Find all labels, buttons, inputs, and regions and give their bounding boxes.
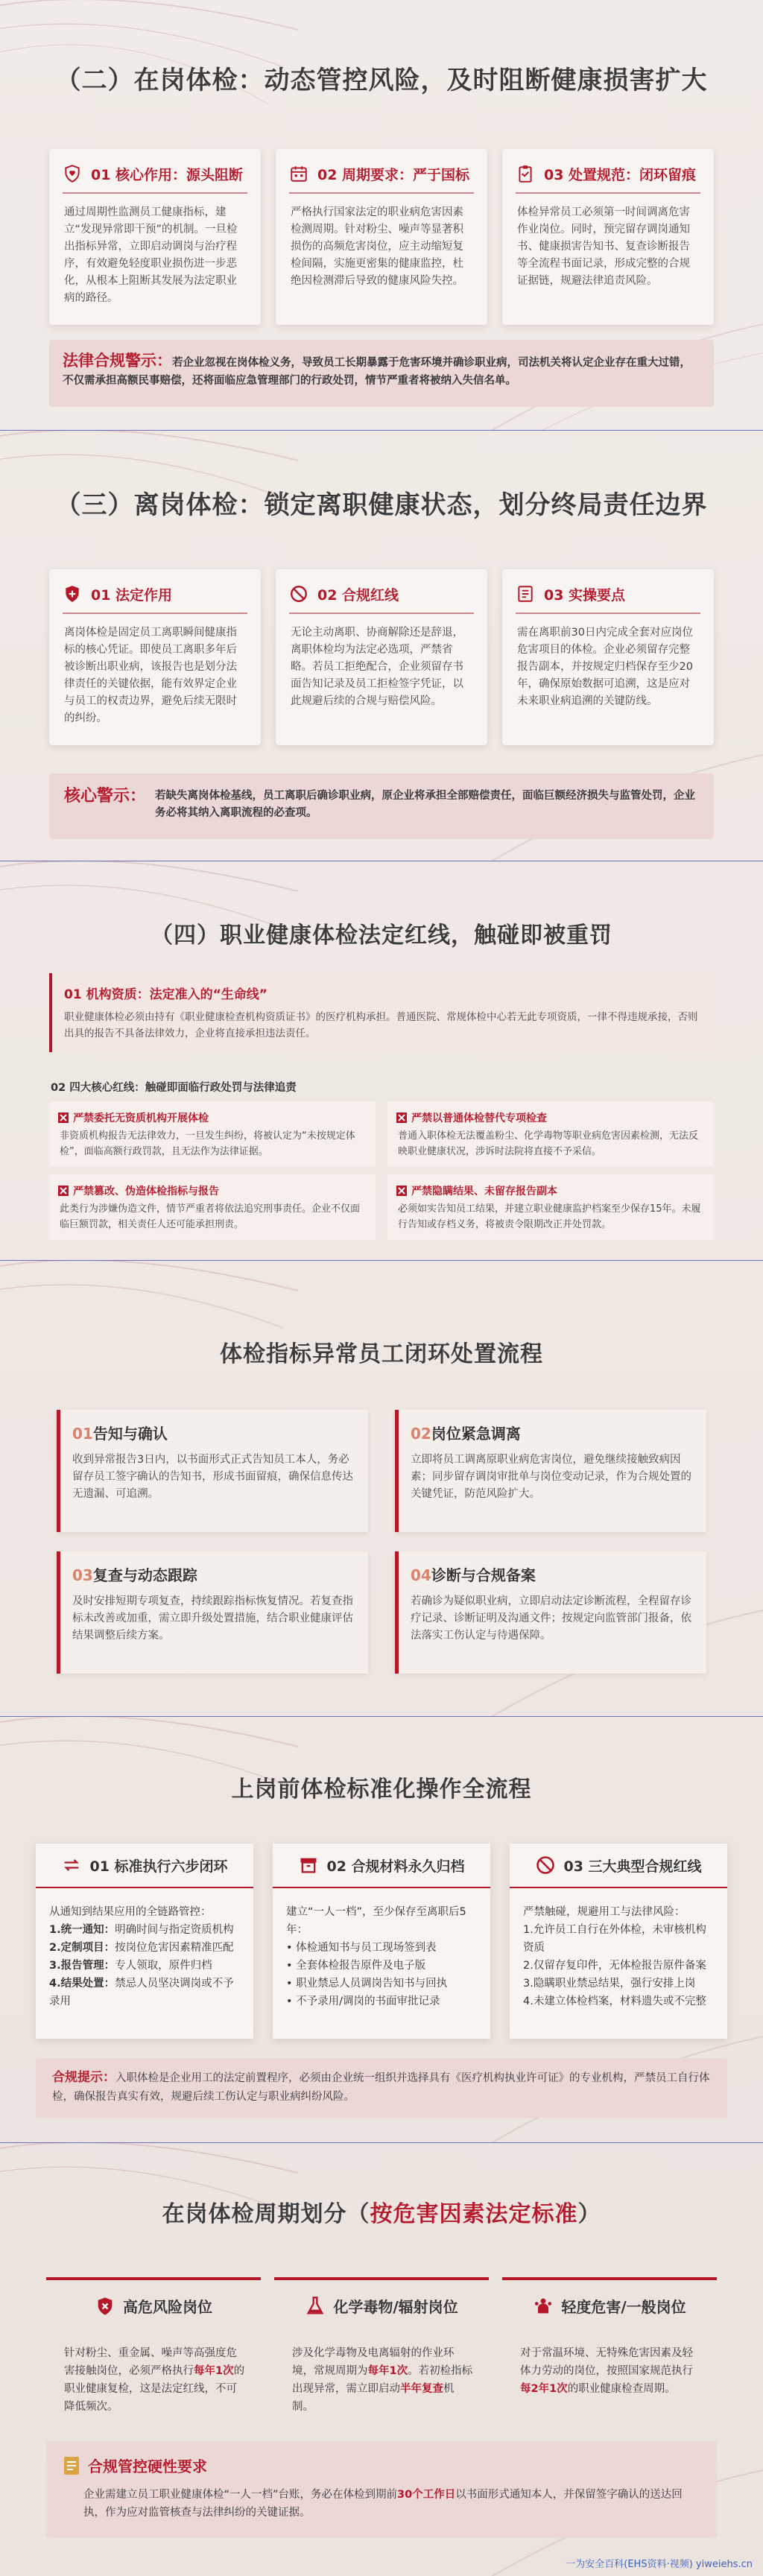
line-key: 4. — [523, 1996, 534, 2007]
forbidden-icon — [535, 1855, 556, 1876]
card-line — [49, 1975, 241, 2010]
item-title: 严禁隐瞒结果、未留存报告副本 — [411, 1186, 557, 1197]
item-body: 普通入职体检无法覆盖粉尘、化学毒物等职业病危害因素检测，无法反映职业健康状况，涉诉时法院将直接不予采信。 — [398, 1130, 699, 1157]
body-highlight: 每2年1次 — [520, 2383, 568, 2395]
line-key: 4.结果处置： — [49, 1978, 115, 1990]
step-number: 03 — [72, 1566, 93, 1584]
card-line — [286, 1993, 478, 2010]
hard-requirement-box — [46, 2441, 717, 2538]
section-title: 体检指标异常员工闭环处置流程 — [220, 1341, 543, 1367]
document-icon — [516, 584, 535, 604]
shield-x-icon — [95, 2296, 115, 2317]
body-text: 以书面形式通知本人，并保留签字确认的送达回执，作为应对监管核查与法律纠纷的关键证据。 — [83, 2489, 683, 2519]
item-body: 必须如实告知员工结果，并建立职业健康监护档案至少保存15年。未履行告知或存档义务，将被责令限期改正并处罚款。 — [398, 1203, 701, 1230]
section-abnormal-process — [0, 1261, 763, 1717]
legal-warning-box — [49, 340, 714, 407]
red-line-item — [387, 1101, 714, 1167]
line-value: 体检通知书与员工现场签到表 — [296, 1942, 437, 1954]
divider — [289, 192, 474, 194]
line-value: 未建立体检档案，材料遗失或不完整 — [533, 1996, 706, 2007]
section-title — [0, 2195, 763, 2228]
decor-swoosh — [0, 1261, 298, 1395]
line-key: 1.统一通知： — [49, 1924, 115, 1936]
section-exam-cycles — [0, 2143, 763, 2576]
process-step — [57, 1410, 368, 1532]
card-body: 体检异常员工必须第一时间调离危害作业岗位。同时，预完留存调岗通知书、健康损害告知书、复查诊断报告等全流程书面记录，形成完整的合规证据链，规避法律追责风险。 — [517, 206, 690, 287]
process-step — [395, 1410, 706, 1532]
body-text: 对于常温环境、无特殊危害因素及轻体力劳动的岗位，按照国家规范执行 — [520, 2347, 693, 2377]
line-key: 2. — [523, 1960, 534, 1972]
card-line — [49, 1957, 241, 1975]
line-value: 明确时间与指定资质机构 — [115, 1924, 234, 1936]
cycle-card-chemical — [274, 2277, 489, 2423]
divider — [516, 192, 700, 194]
card-body — [286, 1903, 478, 2010]
section-title: （三）离岗体检：锁定离职健康状态，划分终局责任边界 — [55, 490, 708, 520]
tip-text: 入职体检是企业用工的法定前置程序，必须由企业统一组织并选择具有《医疗机构执业许可证》的专业机构，严禁员工自行体检，确保报告真实有效，规避后续工伤认定与职业病纠纷风险。 — [52, 2072, 710, 2103]
forbidden-icon — [289, 584, 308, 604]
card-body: 需在离职前30日内完成全套对应岗位危害项目的体检。企业必须留存完整报告副本，并按规定归档保存至少20年，确保原始数据可追溯，这是应对未来职业病追溯的关键防线。 — [517, 627, 693, 707]
body-highlight: 半年复查 — [400, 2383, 443, 2395]
item-title: 严禁委托无资质机构开展体检 — [73, 1113, 209, 1124]
requirement-heading — [63, 2455, 207, 2476]
body-text: 机制。 — [292, 2383, 455, 2413]
title-prefix: 在岗体检周期划分（ — [162, 2201, 370, 2227]
line-key: 1. — [523, 1924, 534, 1936]
warning-label: 核心警示： — [64, 787, 147, 806]
card-title: 01 法定作用 — [91, 586, 173, 604]
card-three-red-lines — [510, 1844, 727, 2039]
card-body — [520, 2344, 702, 2398]
card-core-role — [49, 149, 261, 325]
requirement-body — [83, 2486, 700, 2522]
card-body: 通过周期性监测员工健康指标，建立“发现异常即干预”的机制。一旦检出指标异常，立即启动调岗与治疗程序，有效避免轻度职业损伤进一步恶化，从根本上阻断其发展为法定职业病的路径。 — [64, 206, 238, 304]
clipboard-icon — [516, 164, 535, 183]
card-line — [49, 1921, 241, 1939]
cross-icon — [396, 1113, 407, 1123]
people-icon — [533, 2296, 554, 2317]
cross-icon — [58, 1113, 69, 1123]
shield-heart-icon — [63, 164, 82, 183]
card-intro: 从通知到结果应用的全链路管控： — [49, 1906, 212, 1918]
line-value: 全套体检报告原件及电子版 — [296, 1960, 426, 1972]
tip-label: 合规提示： — [52, 2070, 115, 2085]
red-lines-subheading: 02 四大核心红线：触碰即面临行政处罚与法律追责 — [51, 1082, 297, 1094]
divider — [63, 192, 247, 194]
core-warning-box — [49, 773, 714, 839]
step-body: 若确诊为疑似职业病，立即启动法定诊断流程，全程留存诊疗记录、诊断证明及沟通文件；按规定向监管部门报备，依法落实工伤认定与待遇保障。 — [411, 1595, 691, 1642]
section-pre-employment — [0, 1717, 763, 2143]
line-key: • — [286, 1960, 297, 1972]
card-title: 01 标准执行六步闭环 — [89, 1858, 228, 1875]
archive-icon — [298, 1855, 319, 1876]
flask-icon — [305, 2296, 326, 2317]
compliance-tip-box — [36, 2058, 727, 2118]
line-value: 允许员工自行在外体检，未审核机构资质 — [523, 1924, 706, 1954]
section-red-lines — [0, 861, 763, 1261]
card-intro: 严禁触碰，规避用工与法律风险： — [523, 1906, 686, 1918]
body-text: 。若初检指标出现异常，需立即启动 — [292, 2365, 473, 2395]
red-line-item — [49, 1174, 376, 1240]
card-line — [49, 1939, 241, 1957]
cross-icon — [396, 1186, 407, 1196]
card-title: 02 合规红线 — [317, 586, 399, 604]
red-line-item — [387, 1174, 714, 1240]
card-practice-points — [502, 569, 714, 745]
qualification-body: 职业健康体检必须由持有《职业健康检查机构资质证书》的医疗机构承担。普通医院、常规体检中心若无此专项资质，一律不得违规承接，否则出具的报告不具备法律效力，企业将直接承担违法责任。 — [64, 1011, 698, 1039]
line-key: 3. — [523, 1978, 534, 1990]
heading-quote: “生命线” — [212, 987, 267, 1002]
divider — [63, 613, 247, 614]
red-line-item — [49, 1101, 376, 1167]
step-title: 告知与确认 — [92, 1425, 168, 1443]
body-highlight: 每年1次 — [367, 2365, 408, 2377]
warning-text: 若缺失离岗体检基线，员工离职后确诊职业病，原企业将承担全部赔偿责任，面临巨额经济损失与监管处罚，企业务必将其纳入离职流程的必查项。 — [155, 790, 696, 819]
shield-plus-icon — [63, 584, 82, 604]
line-value: 按岗位危害因素精准匹配 — [115, 1942, 234, 1954]
divider — [289, 613, 474, 614]
line-key: • — [286, 1996, 297, 2007]
line-value: 专人领取，原件归档 — [115, 1960, 212, 1972]
cycle-card-light — [502, 2277, 717, 2423]
line-value: 隐瞒职业禁忌结果，强行安排上岗 — [533, 1978, 696, 1990]
warning-text: 若企业忽视在岗体检义务，导致员工长期暴露于危害环境并确诊职业病，司法机关将认定企业存在重大过错，不仅需承担高额民事赔偿，还将面临应急管理部门的行政处罚，情节严重者将被纳入失信名单。 — [63, 357, 691, 387]
card-title: 01 核心作用：源头阻断 — [91, 166, 244, 183]
divider — [516, 613, 700, 614]
loop-arrows-icon — [61, 1855, 82, 1876]
title-highlight: 按危害因素法定标准 — [370, 2201, 578, 2227]
cross-icon — [58, 1186, 69, 1196]
qualification-box — [49, 973, 714, 1052]
item-title: 严禁篡改、伪造体检指标与报告 — [73, 1186, 219, 1197]
step-number: 04 — [411, 1566, 431, 1584]
card-line — [523, 1921, 715, 1957]
card-title: 02 周期要求：严于国标 — [317, 166, 470, 183]
item-body: 非资质机构报告无法律效力，一旦发生纠纷，将被认定为“未按规定体检”，面临高额行政罚款，且无法作为法律证据。 — [60, 1130, 355, 1157]
card-title: 03 处置规范：闭环留痕 — [544, 166, 697, 183]
qualification-heading — [64, 984, 267, 1002]
step-title: 复查与动态跟踪 — [92, 1566, 197, 1584]
line-key: 3.报告管理： — [49, 1960, 115, 1972]
document-icon — [63, 2456, 80, 2475]
line-key: • — [286, 1978, 297, 1990]
step-title: 岗位紧急调离 — [431, 1425, 521, 1443]
card-line — [286, 1939, 478, 1957]
card-archive — [273, 1844, 490, 2039]
cycle-card-high-risk — [46, 2277, 261, 2423]
card-line — [286, 1957, 478, 1975]
card-body: 离岗体检是固定员工离职瞬间健康指标的核心凭证。即使员工离职多年后被诊断出职业病，该报告也是划分法律责任的关键依据，能有效界定企业与员工的权责边界，避免后续无限时的纠纷。 — [64, 627, 237, 724]
process-step — [57, 1551, 368, 1674]
card-line — [523, 1975, 715, 1993]
card-body: 无论主动离职、协商解除还是辞退，离职体检均为法定必选项，严禁省略。若员工拒绝配合，企业须留存书面告知记录及员工拒检签字凭证，以此规避后续的合规与赔偿风险。 — [291, 627, 463, 707]
step-body: 立即将员工调离原职业病危害岗位，避免继续接触致病因素；同步留存调岗审批单与岗位变动记录，作为合规处置的关键凭证，防范风险扩大。 — [411, 1454, 691, 1500]
card-body — [523, 1903, 715, 2010]
line-key: 2.定制项目： — [49, 1942, 115, 1954]
section-title: 上岗前体检标准化操作全流程 — [231, 1776, 532, 1803]
card-body: 严格执行国家法定的职业病危害因素检测周期。针对粉尘、噪声等显著积损伤的高频危害岗位，应主动缩短复检间隔，实施更密集的健康监控，杜绝因检测滞后导致的健康风险失控。 — [291, 206, 463, 287]
step-body: 及时安排短期专项复查，持续跟踪指标恢复情况。若复查指标未改善或加重，需立即升级处置措施，结合职业健康评估结果调整后续方案。 — [72, 1595, 353, 1642]
body-text: 的职业健康复检，这是法定红线，不可降低频次。 — [64, 2365, 245, 2413]
card-intro: 建立“一人一档”，至少保存至离职后5年： — [286, 1906, 466, 1936]
warning-label: 法律合规警示： — [63, 352, 172, 370]
item-title: 严禁以普通体检替代专项检查 — [411, 1113, 547, 1124]
card-title: 轻度危害/一般岗位 — [561, 2298, 686, 2316]
card-red-line — [276, 569, 487, 745]
body-text: 企业需建立员工职业健康体检“一人一档”台账，务必在体检到期前 — [83, 2489, 398, 2501]
card-cycle-requirement — [276, 149, 487, 325]
process-step — [395, 1551, 706, 1674]
body-text: 针对粉尘、重金属、噪声等高强度危害接触岗位，必须严格执行 — [64, 2347, 237, 2377]
section-exit-exam — [0, 431, 763, 861]
footer-watermark: 一为安全百科(EHS资料·视频) yiweiehs.cn — [566, 2559, 753, 2570]
card-title: 化学毒物/辐射岗位 — [333, 2298, 458, 2316]
section-onduty-exam — [0, 0, 763, 431]
card-line — [523, 1957, 715, 1975]
item-body: 此类行为涉嫌伪造文件，情节严重者将依法追究刑事责任。企业不仅面临巨额罚款，相关责任人还可能承担刑责。 — [60, 1203, 361, 1230]
body-highlight: 30个工作日 — [397, 2489, 456, 2501]
line-value: 不予录用/调岗的书面审批记录 — [296, 1996, 440, 2007]
requirement-title: 合规管控硬性要求 — [88, 2458, 207, 2475]
card-title: 03 三大典型合规红线 — [563, 1858, 702, 1875]
card-legal-role — [49, 569, 261, 745]
step-number: 01 — [72, 1425, 93, 1443]
card-line — [523, 1993, 715, 2010]
step-title: 诊断与合规备案 — [431, 1566, 536, 1584]
step-body: 收到异常报告3日内，以书面形式正式告知员工本人，务必留存员工签字确认的告知书，形成书面留痕，确保信息传达无遗漏、可追溯。 — [72, 1454, 353, 1500]
card-title: 高危风险岗位 — [123, 2298, 212, 2316]
title-suffix: ） — [577, 2201, 601, 2227]
line-value: 职业禁忌人员调岗告知书与回执 — [296, 1978, 448, 1990]
section-title: （四）职业健康体检法定红线，触碰即被重罚 — [151, 923, 612, 949]
body-text: 的职业健康检查周期。 — [567, 2383, 676, 2395]
card-six-steps — [36, 1844, 253, 2039]
card-body — [49, 1903, 241, 2010]
card-body — [292, 2344, 474, 2416]
heading-text: 01 机构资质：法定准入的 — [64, 987, 213, 1002]
card-title: 02 合规材料永久归档 — [326, 1858, 465, 1875]
card-disposal-norm — [502, 149, 714, 325]
line-value: 仅留存复印件，无体检报告原件备案 — [533, 1960, 706, 1972]
line-key: • — [286, 1942, 297, 1954]
card-line — [286, 1975, 478, 1993]
line-value: 禁忌人员坚决调岗或不予录用 — [49, 1978, 234, 2007]
card-title: 03 实操要点 — [544, 586, 626, 604]
card-body — [64, 2344, 246, 2416]
body-highlight: 每年1次 — [194, 2365, 234, 2377]
body-text: 涉及化学毒物及电离辐射的作业环境，常规周期为 — [292, 2347, 455, 2377]
calendar-icon — [289, 164, 308, 183]
step-number: 02 — [411, 1425, 431, 1443]
section-title: （二）在岗体检：动态管控风险，及时阻断健康损害扩大 — [55, 66, 708, 95]
